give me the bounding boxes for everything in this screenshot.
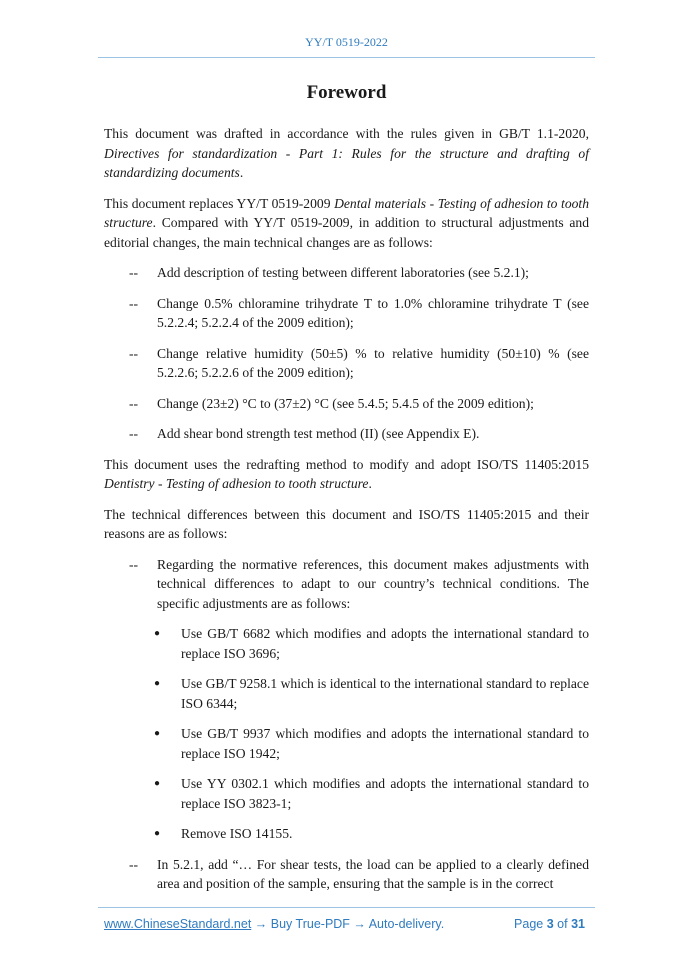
paragraph-text: This document replaces YY/T 0519-2009 <box>104 195 335 211</box>
list-item-change <box>104 263 589 283</box>
bullet-text: Use GB/T 6682 which modifies and adopts the international standard to replace ISO 3696; <box>181 626 589 661</box>
bullet-text: Use GB/T 9937 which modifies and adopts the international standard to replace ISO 1942; <box>181 726 589 761</box>
footer-promo <box>104 917 444 931</box>
dash-marker: -- <box>129 295 139 311</box>
paragraph-replacement <box>104 194 589 253</box>
paragraph-differences-intro: The technical differences between this document and ISO/TS 11405:2015 and their reasons are as follows: <box>104 506 589 541</box>
paragraph-adoption <box>104 455 589 494</box>
list-item-text: Change (23±2) °C to (37±2) °C (see 5.4.5; 5.4.5 of the 2009 edition); <box>157 395 534 411</box>
page-number <box>514 917 585 931</box>
bullet-marker: ● <box>154 678 161 689</box>
page-word: Page <box>514 917 544 931</box>
list-item-text: In 5.2.1, add “… For shear tests, the load can be applied to a clearly defined area and position of the sample, ensuring that the sample is in the correct <box>157 856 589 891</box>
list-item-difference <box>104 855 589 894</box>
list-item-change <box>104 294 589 333</box>
site-link[interactable]: www.ChineseStandard.net <box>104 917 252 931</box>
dash-marker: -- <box>129 556 139 572</box>
cited-title: Dentistry - Testing of adhesion to tooth structure <box>104 476 369 491</box>
list-item-text: Change relative humidity (50±5) % to relative humidity (50±10) % (see 5.2.2.6; 5.2.2.6 of the 2009 edition); <box>157 345 589 380</box>
promo-text: → Buy True-PDF → Auto-delivery. <box>251 917 445 931</box>
list-item-difference <box>104 555 589 614</box>
list-item-change <box>104 344 589 383</box>
paragraph-text: This document uses the redrafting method to modify and adopt ISO/TS 11405:2015 <box>104 456 589 472</box>
of-word: of <box>557 917 568 931</box>
bullet-text: Use YY 0302.1 which modifies and adopts the international standard to replace ISO 3823-1; <box>181 776 589 811</box>
bullet-item <box>104 674 589 713</box>
bullet-item <box>104 824 589 844</box>
bullet-marker: ● <box>154 778 161 789</box>
paragraph-text: . <box>239 165 244 180</box>
list-item-change <box>104 394 589 414</box>
dash-marker: -- <box>129 856 139 872</box>
bullet-marker: ● <box>154 828 161 839</box>
bullet-marker: ● <box>154 728 161 739</box>
bullet-item <box>104 724 589 763</box>
cited-title: Directives for standardization - Part 1: Rules for the structure and drafting of standardizing documents <box>104 145 589 180</box>
list-item-text: Add shear bond strength test method (II) (see Appendix E). <box>157 426 480 441</box>
paragraph-text: . <box>368 476 372 491</box>
list-item-text: Regarding the normative references, this document makes adjustments with technical differences to adapt to our country’s technical conditions. The specific adjustments are as follows: <box>157 556 589 611</box>
cited-title: Dental materials - Testing of adhesion to tooth structure <box>104 195 589 230</box>
bullet-text: Use GB/T 9258.1 which is identical to the international standard to replace ISO 6344; <box>181 676 589 711</box>
footer-divider <box>98 907 595 908</box>
dash-marker: -- <box>129 345 139 361</box>
running-header: YY/T 0519-2022 <box>305 35 388 49</box>
header-divider <box>98 57 595 58</box>
dash-marker: -- <box>129 265 139 280</box>
bullet-item <box>104 624 589 663</box>
bullet-marker: ● <box>154 628 161 639</box>
bullet-item <box>104 774 589 813</box>
dash-marker: -- <box>129 426 139 441</box>
paragraph-text: This document was drafted in accordance with the rules given in GB/T 1.1-2020, <box>104 126 589 141</box>
dash-marker: -- <box>129 395 139 411</box>
list-item-text: Add description of testing between different laboratories (see 5.2.1); <box>157 265 529 280</box>
paragraph-text: . Compared with YY/T 0519-2009, in addition to structural adjustments and editorial changes, the main technical changes are as follows: <box>104 215 589 250</box>
list-item-change <box>104 424 589 444</box>
document-body <box>104 124 589 905</box>
total-pages: 31 <box>571 917 585 931</box>
current-page: 3 <box>546 917 554 931</box>
list-item-text: Change 0.5% chloramine trihydrate T to 1.0% chloramine trihydrate T (see 5.2.2.4; 5.2.2.4 of the 2009 edition); <box>157 295 589 330</box>
page-title: Foreword <box>306 82 387 103</box>
bullet-text: Remove ISO 14155. <box>181 826 293 841</box>
paragraph-drafting-rules <box>104 124 589 183</box>
